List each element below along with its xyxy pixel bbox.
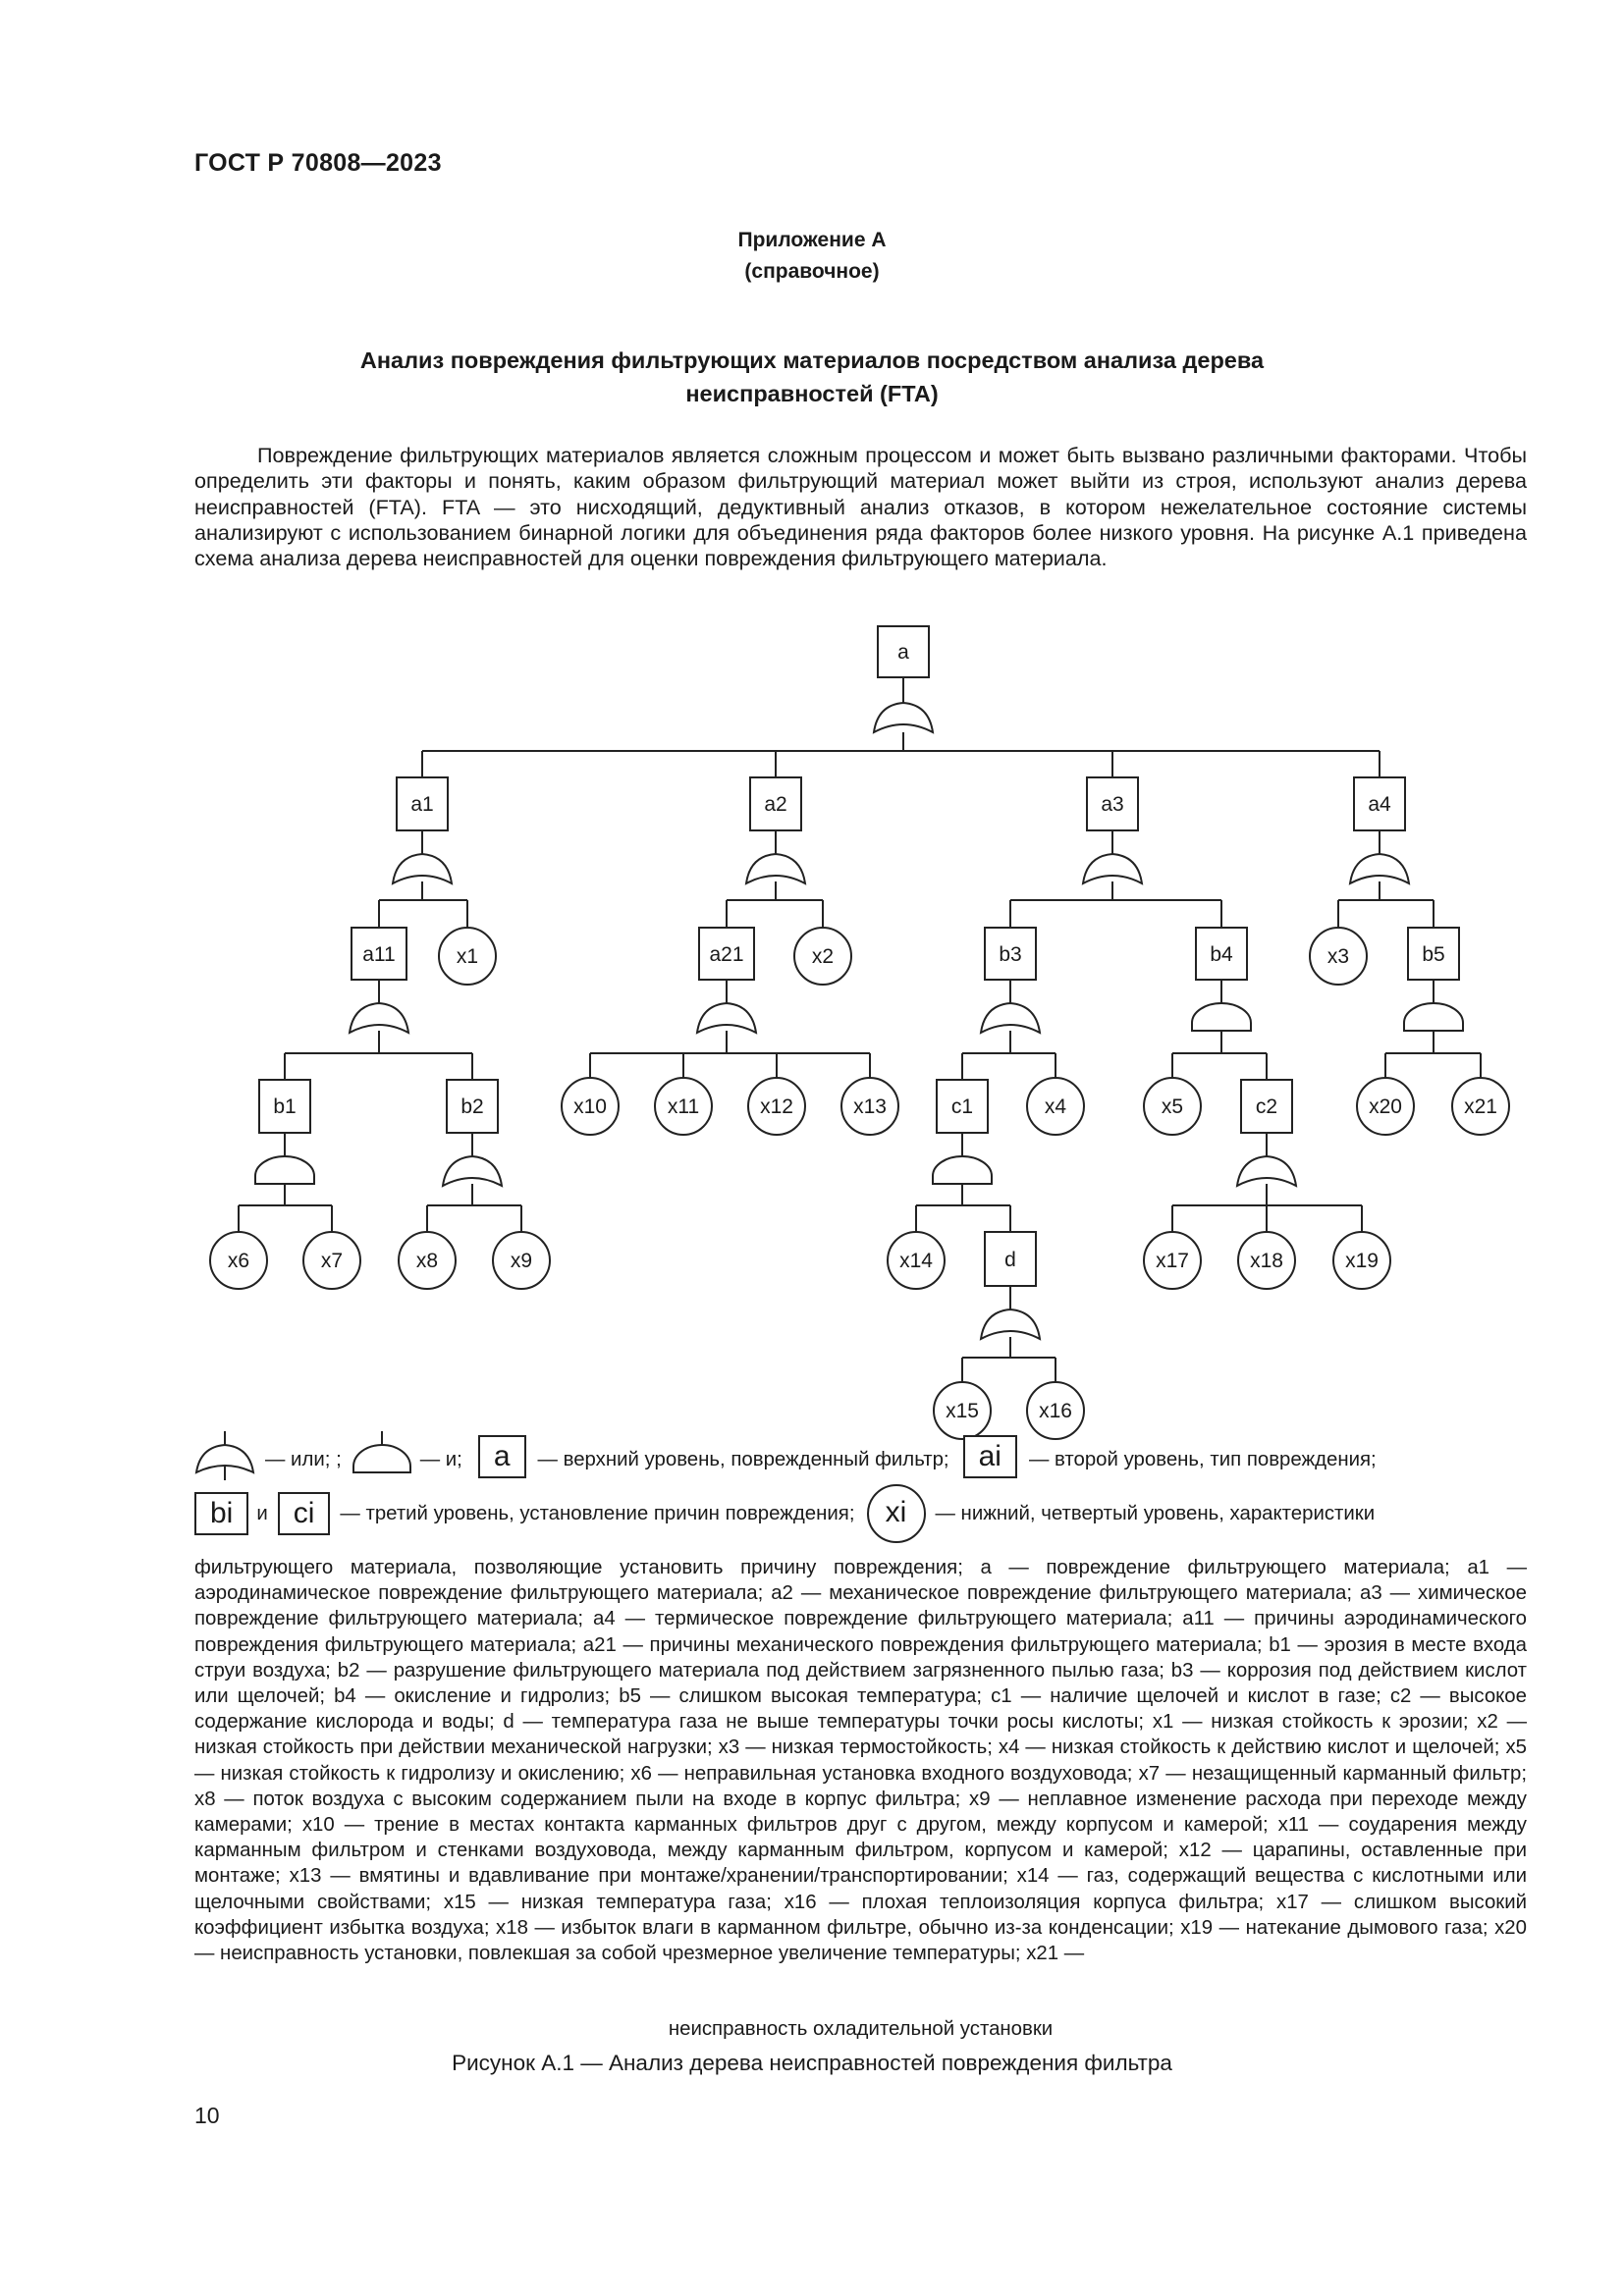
node-x13-label: x13 bbox=[853, 1095, 887, 1118]
node-x8-label: x8 bbox=[415, 1250, 439, 1272]
annex-title: Приложение А bbox=[737, 229, 887, 251]
node-a21-label: a21 bbox=[709, 943, 744, 966]
or-gate-b3 bbox=[981, 1003, 1040, 1033]
section-title-line2: неисправностей (FTA) bbox=[685, 381, 939, 406]
node-a4-label: a4 bbox=[1368, 793, 1391, 816]
or-gate-c2 bbox=[1237, 1156, 1296, 1186]
legend-symbols-row2 bbox=[194, 1484, 1527, 1543]
node-x20-label: x20 bbox=[1369, 1095, 1402, 1118]
legend-last-line: неисправность охладительной установки bbox=[668, 2018, 1054, 2040]
node-x16-label: x16 bbox=[1039, 1400, 1072, 1422]
node-x18-label: x18 bbox=[1250, 1250, 1283, 1272]
intro-paragraph: Повреждение фильтрующих материалов является сложным процессом и может быть вызвано различными факторами. Чтобы определить эти факторы и понять, каким образом фильтрующий материал может выйти из строя, используют анализ дерева неисправностей (FTA). FTA — это нисходящий, дедуктивный анализ отказов, в котором нежелательное состояние системы анализируют с использованием бинарной логики для объединения ряда факторов более низкого уровня. На рисунке А.1 приведена схема анализа дерева неисправностей для оценки повреждения фильтрующего материала. bbox=[194, 443, 1527, 571]
second-level-box-symbol: ai bbox=[963, 1435, 1017, 1478]
third-level-b-box-symbol: bi bbox=[194, 1492, 248, 1535]
page-number: 10 bbox=[194, 2103, 220, 2128]
node-x3-label: x3 bbox=[1326, 945, 1350, 968]
node-b2-label: b2 bbox=[460, 1095, 484, 1118]
legend-description: фильтрующего материала, позволяющие установить причину повреждения; a — повреждение фильтрующего материала; a1 — аэродинамическое повреждение фильтрующего материала; a2 — механическое повреждение фильтрующего материала; a3 — химическое повреждение фильтрующего материала; a4 — термическое повреждение фильтрующего материала; a11 — причины аэродинамического повреждения фильтрующего материала; a21 — причины механического повреждения фильтрующего материала; b1 — эрозия в месте входа струи воздуха; b2 — разрушение фильтрующего материала под действием загрязненного пылью газа; b3 — коррозия под действием кислот или щелочей; b4 — окисление и гидролиз; b5 — слишком высокая температура; c1 — наличие щелочей и кислот в газе; c2 — высокое содержание кислорода и воды; d — температура газа не выше температуры точки росы кислоты; x1 — низкая стойкость к эрозии; x2 — низкая стойкость при действии механической нагрузки; x3 — низкая термостойкость; x4 — низкая стойкость к действию кислот и щелочей; x5 — низкая стойкость к гидролизу и окислению; x6 — неправильная установка входного воздуховода; x7 — незащищенный карманный фильтр; x8 — поток воздуха с высоким содержанием пыли на входе в корпус фильтра; x9 — неплавное изменение расхода при переходе между камерами; x10 — трение в местах контакта карманных фильтров друг с другом, между корпусом и камерой; x11 — соударения между карманным фильтром и стенками воздуховода, между карманным фильтром, корпусом и камерой; x12 — царапины, оставленные при монтаже; x13 — вмятины и вдавливание при монтаже/хранении/транспортировании; x14 — газ, содержащий вещества с кислотными или щелочными свойствами; x15 — низкая температура газа; x16 — плохая теплоизоляция корпуса фильтра; x17 — слишком высокий коэффициент избытка воздуха; x18 — избыток влаги в карманном фильтре, обычно из-за конденсации; x19 — натекание дымового газа; x20 — неисправность установки, повлекшая за собой чрезмерное увеличение температуры; x21 — bbox=[194, 1557, 1527, 1965]
node-a-label: a bbox=[897, 641, 909, 664]
or-gate-a2 bbox=[746, 854, 805, 883]
node-x5-label: x5 bbox=[1161, 1095, 1184, 1118]
basic-event-circles bbox=[210, 928, 1509, 1439]
or-gate-d bbox=[981, 1309, 1040, 1339]
and-gate-text: — и; bbox=[419, 1448, 462, 1470]
or-gate-a1 bbox=[393, 854, 452, 883]
node-x15-label: x15 bbox=[946, 1400, 979, 1422]
node-x17-label: x17 bbox=[1156, 1250, 1189, 1272]
or-gate-text: — или; ; bbox=[265, 1448, 342, 1470]
node-b4-label: b4 bbox=[1210, 943, 1233, 966]
or-gate-a3 bbox=[1083, 854, 1142, 883]
or-gate-a bbox=[874, 703, 933, 732]
node-b3-label: b3 bbox=[999, 943, 1022, 966]
node-d-label: d bbox=[1004, 1249, 1016, 1271]
node-x10-label: x10 bbox=[573, 1095, 607, 1118]
node-b5-label: b5 bbox=[1422, 943, 1445, 966]
third-level-c-box-symbol: ci bbox=[278, 1492, 331, 1535]
node-a2-label: a2 bbox=[764, 793, 787, 816]
and-gate-b1 bbox=[255, 1156, 314, 1184]
node-x19-label: x19 bbox=[1345, 1250, 1379, 1272]
section-title-line1: Анализ повреждения фильтрующих материалов посредством анализа дерева bbox=[359, 347, 1265, 373]
node-c1-label: c1 bbox=[950, 1095, 974, 1118]
or-gate-a4 bbox=[1350, 854, 1409, 883]
and-gate-symbol-icon bbox=[350, 1431, 414, 1480]
figure-caption: Рисунок А.1 — Анализ дерева неисправностей повреждения фильтра bbox=[452, 2051, 1172, 2075]
document-code: ГОСТ Р 70808—2023 bbox=[194, 149, 442, 177]
and-gate-b5 bbox=[1404, 1003, 1463, 1031]
node-c2-label: c2 bbox=[1255, 1095, 1278, 1118]
node-x7-label: x7 bbox=[320, 1250, 344, 1272]
node-a11-label: a11 bbox=[362, 943, 396, 966]
top-level-text: — верхний уровень, поврежденный фильтр; bbox=[537, 1448, 949, 1470]
node-b1-label: b1 bbox=[273, 1095, 297, 1118]
basic-event-circle-symbol: xi bbox=[867, 1484, 926, 1543]
node-a1-label: a1 bbox=[410, 793, 434, 816]
node-x6-label: x6 bbox=[227, 1250, 250, 1272]
node-x2-label: x2 bbox=[811, 945, 835, 968]
or-gate-a11 bbox=[350, 1003, 408, 1033]
or-gate-symbol-icon bbox=[194, 1431, 259, 1480]
second-level-text: — второй уровень, тип повреждения; bbox=[1028, 1448, 1377, 1470]
node-x1-label: x1 bbox=[456, 945, 479, 968]
top-level-box-symbol: a bbox=[478, 1435, 526, 1478]
or-gate-b2 bbox=[443, 1156, 502, 1186]
node-x4-label: x4 bbox=[1044, 1095, 1067, 1118]
node-a3-label: a3 bbox=[1101, 793, 1124, 816]
and-word: и bbox=[256, 1502, 268, 1524]
node-x9-label: x9 bbox=[510, 1250, 533, 1272]
node-x21-label: x21 bbox=[1464, 1095, 1497, 1118]
third-level-text: — третий уровень, установление причин повреждения; bbox=[340, 1502, 855, 1524]
and-gate-b4 bbox=[1192, 1003, 1251, 1031]
and-gate-c1 bbox=[933, 1156, 992, 1184]
node-x12-label: x12 bbox=[760, 1095, 793, 1118]
fourth-level-text: — нижний, четвертый уровень, характеристики bbox=[935, 1502, 1376, 1524]
annex-type: (справочное) bbox=[744, 260, 880, 283]
node-x14-label: x14 bbox=[899, 1250, 933, 1272]
node-x11-label: x11 bbox=[667, 1095, 700, 1118]
or-gate-a21 bbox=[697, 1003, 756, 1033]
